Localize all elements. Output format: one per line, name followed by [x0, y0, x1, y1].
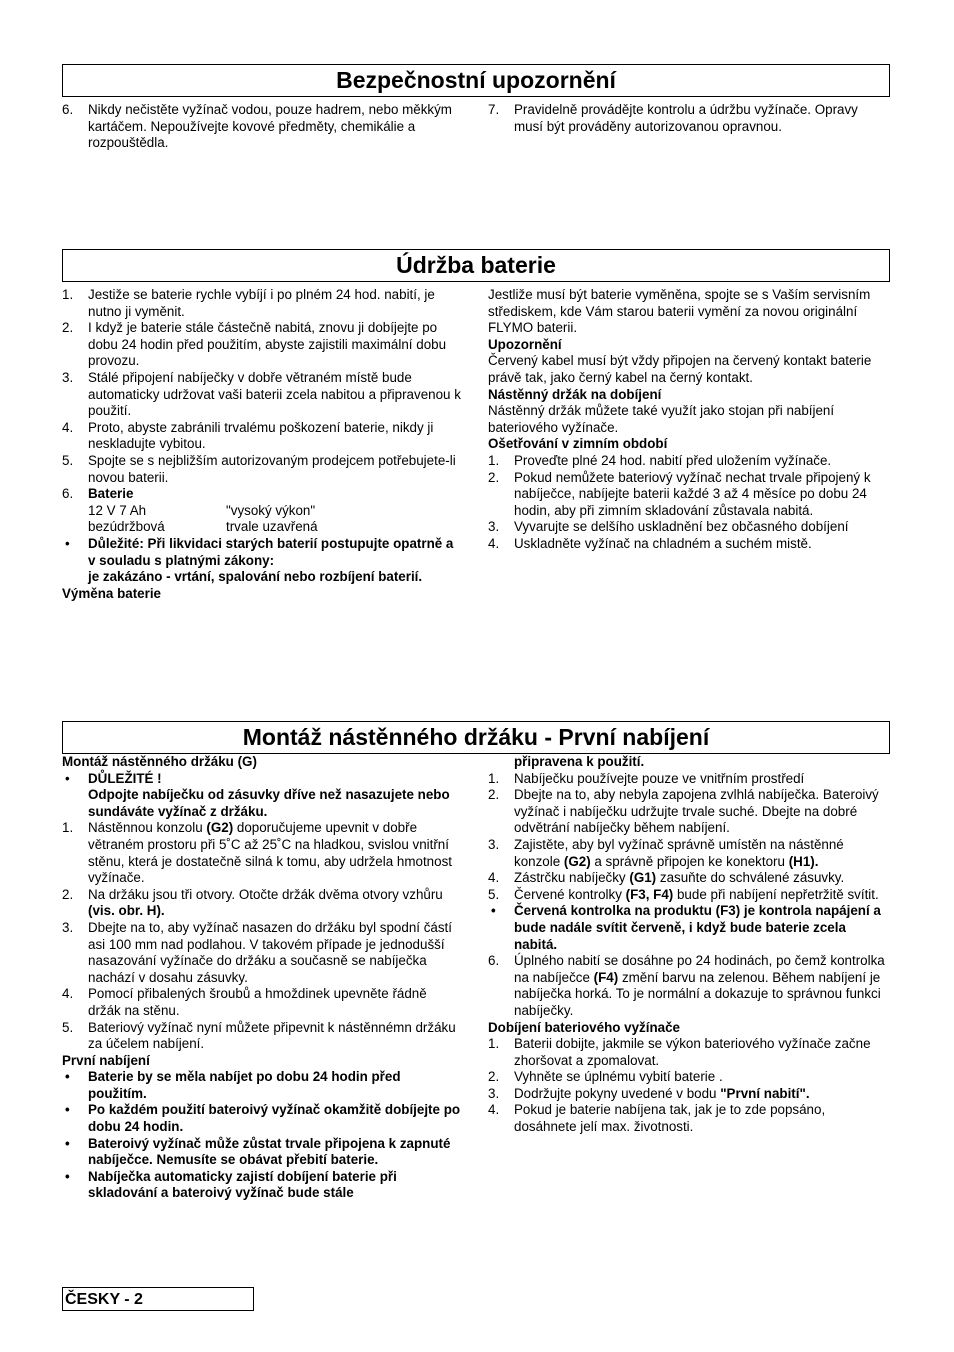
list-item: 2. Dbejte na to, aby nebyla zapojena zvlhlá nabíječka. Bateroivý vyžínač i nabíječku udržujte trvale suché. Dbejte na dobré odvětrání nabíječky během nabíjení. [488, 787, 879, 836]
wall-holder-text: Nástěnný držák můžete také využít jako stojan při nabíjení bateriového vyžínače. [488, 403, 835, 435]
list-item: 5. Červené kontrolky (F3, F4) bude při nabíjení nepřetržitě svítit. [488, 886, 879, 902]
list-item: 5. Bateriový vyžínač nyní můžete připevnit k nástěnnémn držáku za účelem nabíjení. [62, 1019, 456, 1052]
wall-holder-heading: Nástěnný držák na dobíjení [488, 386, 662, 402]
disposal-warning: • Důležité: Při likvidaci starých baterií postupujte opatrně a v souladu s platnými zákony: je zakázáno - vrtání, spalování nebo rozbíjení baterií. [65, 535, 454, 585]
list-item: 3. Zajistěte, aby byl vyžínač správně umístěn na nástěnné konzole (G2) a správně připojen ke konektoru (H1). [488, 836, 844, 869]
list-item: 4. Pomocí přibalených šroubů a hmoždinek upevněte řádně držák na stěnu. [62, 986, 427, 1018]
list-item: 3. Dodržujte pokyny uvedené v bodu "První nabití". [488, 1085, 810, 1101]
list-item: 7. Pravidelně provádějte kontrolu a údržbu vyžínače. Opravy musí být prováděny autorizovanou opravnou. [488, 102, 858, 134]
battery-left-column [62, 287, 462, 602]
safety-left-column [62, 102, 462, 152]
list-item: 2. Na držáku jsou tři otvory. Otočte držák dvěma otvory vzhůru (vis. obr. H). [62, 886, 443, 919]
safety-right-column [488, 102, 888, 135]
winter-care-heading: Ošetřování v zimním období [488, 436, 668, 452]
mount-right-column [488, 754, 888, 1136]
warning-text: Červený kabel musí být vždy připojen na červený kontakt baterie právě tak, jako černý kabel na černý kontakt. [488, 353, 872, 385]
battery-right-column [488, 287, 888, 553]
list-item: 2. Vyhněte se úplnému vybití baterie . [488, 1069, 723, 1085]
battery-spec-row: 12 V 7 Ah "vysoký výkon" [88, 502, 316, 518]
continued-text: připravena k použití. [514, 754, 645, 769]
list-item: 1. Jestiže se baterie rychle vybíjí i po plném 24 hod. nabití, je nutno ji vyměnit. [62, 287, 435, 319]
list-item: 4. Uskladněte vyžínač na chladném a suchém mistě. [488, 535, 812, 551]
section-title-wall-mount: Montáž nástěnného držáku - První nabíjení [62, 721, 890, 754]
list-item: 6. Úplného nabití se dosáhne po 24 hodinách, po čemž kontrolka na nabíječce (F4) změní barvu na zelenou. Během nabíjení je nabíječka horká. To je normální a dokazuje to správnou funkci nabíječky. [488, 953, 885, 1018]
list-item: 3. Dbejte na to, aby vyžínač nasazen do držáku byl spodní částí asi 100 mm nad podlahou. V takovém případe je jednodušší nasazování vyžínače do držáku a současně se nabíječka nachází v dosahu zásuvky. [62, 919, 452, 985]
list-item: 4. Zástrčku nabíječky (G1) zasuňte do schválené zásuvky. [488, 870, 845, 886]
list-item: • Po každém použití bateroivý vyžínač okamžitě dobíjejte po dobu 24 hodin. [65, 1102, 461, 1135]
list-item: • Baterie by se měla nabíjet po dobu 24 hodin před použitím. [65, 1069, 401, 1101]
list-item: 1. Nástěnnou konzolu (G2) doporučujeme upevnit v dobře větraném prostoru při 5˚C až 25˚C na hladkou, svislou vnitřní stěnu, která je dostatečně silná k tomu, aby udržela hmotnost vyžínače. [62, 820, 452, 886]
section-title-safety: Bezpečnostní upozornění [62, 64, 890, 97]
first-charge-heading: První nabíjení [62, 1052, 150, 1068]
battery-spec-row: bezúdržbová trvale uzavřená [88, 519, 318, 535]
important-notice: • DŮLEŽITÉ ! Odpojte nabíječku od zásuvky dříve než nasazujete nebo sundáváte vyžínač z držáku. [65, 770, 450, 819]
list-item: 6. Nikdy nečistěte vyžínač vodou, pouze hadrem, nebo měkkým kartáčem. Nepoužívejte kovové předměty, chemikálie a rozpouštědla. [62, 102, 452, 151]
battery-replacement-heading: Výměna baterie [62, 585, 161, 601]
recharge-heading: Dobíjení bateriového vyžínače [488, 1019, 680, 1035]
list-item: 1. Baterii dobijte, jakmile se výkon bateriového vyžínače začne zhoršovat a zpomalovat. [488, 1036, 871, 1068]
list-item: 3. Vyvarujte se delšího uskladnění bez občasného dobíjení [488, 519, 849, 535]
list-item: 2. I když je baterie stále částečně nabitá, znovu ji dobíjejte po dobu 24 hodin před použitím, abyste zajistili maximální dobu provozu. [62, 320, 447, 369]
list-item: 5. Spojte se s nejbližším autorizovaným prodejcem potřebujete-li novou baterii. [62, 452, 456, 485]
list-item: • Bateroivý vyžínač může zůstat trvale připojena k zapnuté nabíječce. Nemusíte se obávat přebití baterie. [65, 1135, 451, 1168]
mount-left-column [62, 754, 462, 1202]
page-footer: ČESKY - 2 [62, 1287, 254, 1311]
list-item: • Červená kontrolka na produktu (F3) je kontrola napájení a bude nadále svítit červeně, i když bude baterie zcela nabitá. [491, 903, 881, 952]
list-item: 4. Pokud je baterie nabíjena tak, jak je to zde popsáno, dosáhnete jelí max. životnosti. [488, 1102, 826, 1135]
list-item: 3. Stálé připojení nabíječky v dobře větraném místě bude automaticky udržovat vaši baterii zcela nabitou a připravenou k použití. [62, 369, 461, 419]
battery-spec-item: 6. Baterie 12 V 7 Ah "vysoký výkon" bezúdržbová trvale uzavřená [62, 486, 462, 536]
list-item: 4. Proto, abyste zabránili trvalému poškození baterie, nikdy ji neskladujte vybitou. [62, 419, 434, 452]
list-item: 1. Proveďte plné 24 hod. nabití před uložením vyžínače. [488, 452, 832, 468]
list-item: • Nabíječka automaticky zajistí dobíjení baterie při skladování a bateroivý vyžínač bude stále [65, 1168, 397, 1201]
list-item: 2. Pokud nemůžete bateriový vyžínač nechat trvale připojený k nabíječce, nabíjejte baterii každé 3 až 4 měsíce po dobu 24 hodin, aby při zimním skladování zůstavala nabitá. [488, 469, 871, 518]
warning-heading: Upozornění [488, 336, 562, 352]
replacement-text: Jestliže musí být baterie vyměněna, spojte se s Vaším servisním střediskem, kde Vám starou baterii vymění za novou originální FLYMO baterii. [488, 287, 871, 336]
section-title-battery-maintenance: Údržba baterie [62, 249, 890, 282]
mount-heading: Montáž nástěnného držáku (G) [62, 754, 257, 769]
list-item: 1. Nabíječku používejte pouze ve vnitřním prostředí [488, 770, 805, 786]
